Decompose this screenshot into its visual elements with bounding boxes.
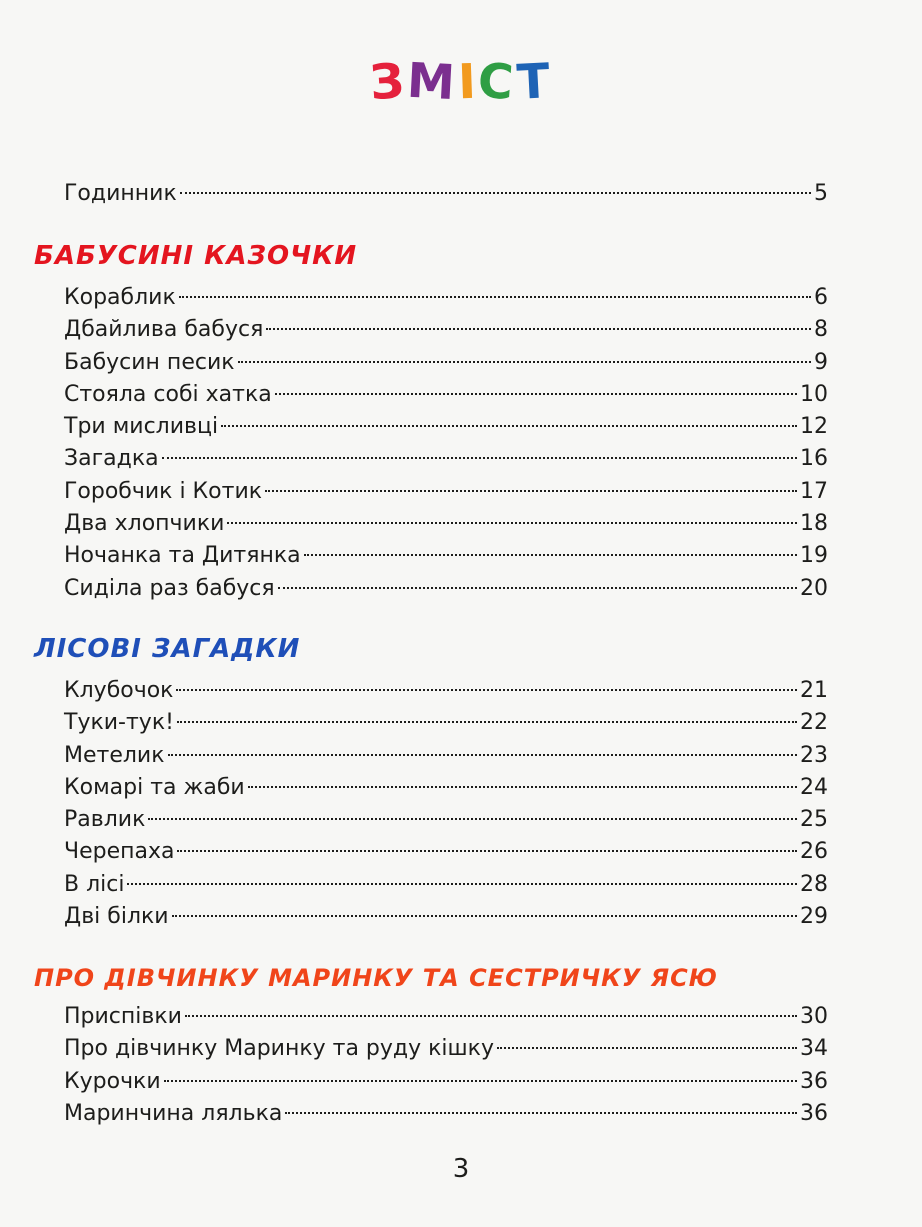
toc-entry-title: Сиділа раз бабуся [64, 575, 275, 601]
toc-entry-page: 17 [800, 478, 828, 504]
toc-entry-page: 23 [800, 742, 828, 768]
toc-entry-title: Годинник [64, 181, 177, 206]
dot-leader [265, 490, 797, 492]
section-heading-babusyni-kazochky: БАБУСИНІ КАЗОЧКИ [34, 241, 358, 271]
toc-entry[interactable] [64, 707, 828, 739]
dot-leader [278, 587, 797, 589]
title-letter: С [476, 52, 519, 112]
toc-entry[interactable] [64, 740, 828, 772]
toc-entry-title: Равлик [64, 807, 146, 833]
dot-leader [177, 721, 797, 723]
toc-entry[interactable] [64, 314, 828, 346]
toc-entry-title: Три мисливці [64, 414, 219, 440]
toc-entry-title: Загадка [64, 446, 159, 472]
toc-entry-page: 22 [800, 710, 828, 736]
toc-entry-title: Дбайлива бабуся [64, 317, 264, 343]
toc-entry-page: 21 [800, 678, 828, 703]
toc-entry[interactable] [64, 1066, 828, 1098]
toc-entry-title: Горобчик і Котик [64, 478, 263, 504]
toc-entry[interactable] [64, 1033, 828, 1065]
toc-entry[interactable] [64, 476, 828, 508]
dot-leader [227, 522, 797, 524]
toc-entry-title: Метелик [64, 742, 165, 768]
dot-leader [238, 361, 811, 363]
dot-leader [185, 1015, 797, 1017]
toc-entry[interactable] [64, 772, 828, 804]
toc-entry-title: Про дівчинку Маринку та руду кішку [64, 1036, 494, 1062]
dot-leader [162, 457, 797, 459]
toc-entry-title: Стояла собі хатка [64, 381, 272, 407]
toc-entry[interactable] [64, 573, 828, 605]
toc-entry-title: Курочки [64, 1068, 161, 1094]
toc-intro [64, 178, 828, 210]
dot-leader [497, 1047, 797, 1049]
toc-entry[interactable] [64, 411, 828, 443]
dot-leader [172, 915, 797, 917]
title-letter: З [367, 52, 409, 112]
toc-entry-title: Туки-тук! [64, 710, 174, 736]
toc-section-3 [64, 1001, 828, 1130]
dot-leader [127, 883, 797, 885]
toc-entry-title: Дві білки [64, 904, 169, 930]
toc-section-2 [64, 675, 828, 933]
title-letter: І [456, 53, 480, 111]
toc-entry-title: В лісі [64, 871, 125, 897]
toc-entry[interactable] [64, 804, 828, 836]
toc-entry-page: 16 [800, 446, 828, 472]
toc-entry[interactable] [64, 508, 828, 540]
toc-entry-page: 25 [800, 807, 828, 833]
toc-entry-title: Бабусин песик [64, 349, 235, 375]
toc-entry-title: Черепаха [64, 839, 175, 865]
toc-entry-page: 24 [800, 774, 828, 800]
section-heading-lisovi-zahadky: ЛІСОВІ ЗАГАДКИ [34, 634, 301, 664]
toc-entry-page: 19 [800, 543, 828, 569]
dot-leader [179, 296, 811, 298]
toc-entry-title: Комарі та жаби [64, 774, 245, 800]
page-number: 3 [452, 1154, 470, 1184]
toc-entry-page: 8 [814, 317, 828, 343]
toc-entry[interactable] [64, 178, 828, 210]
dot-leader [148, 818, 797, 820]
toc-entry-page: 30 [800, 1004, 828, 1029]
toc-entry-page: 28 [800, 871, 828, 897]
dot-leader [304, 554, 797, 556]
toc-entry-page: 6 [814, 285, 828, 310]
toc-entry-page: 26 [800, 839, 828, 865]
dot-leader [164, 1080, 797, 1082]
toc-entry-title: Кораблик [64, 285, 176, 310]
toc-entry[interactable] [64, 869, 828, 901]
toc-entry-title: Маринчина лялька [64, 1100, 283, 1126]
dot-leader [266, 328, 811, 330]
toc-entry-page: 20 [800, 575, 828, 601]
toc-entry-page: 29 [800, 904, 828, 930]
toc-entry-page: 36 [800, 1100, 828, 1126]
toc-entry-page: 12 [800, 414, 828, 440]
toc-entry[interactable] [64, 379, 828, 411]
toc-entry[interactable] [64, 282, 828, 314]
dot-leader [275, 393, 797, 395]
dot-leader [285, 1112, 797, 1114]
toc-section-1 [64, 282, 828, 605]
dot-leader [248, 786, 797, 788]
toc-entry[interactable] [64, 901, 828, 933]
toc-entry-title: Клубочок [64, 678, 174, 703]
dot-leader [168, 754, 797, 756]
toc-entry-page: 36 [800, 1068, 828, 1094]
toc-entry[interactable] [64, 443, 828, 475]
toc-entry-title: Два хлопчики [64, 511, 225, 537]
toc-entry[interactable] [64, 836, 828, 868]
toc-entry[interactable] [64, 1098, 828, 1130]
toc-entry-page: 34 [800, 1036, 828, 1062]
title-letter: М [405, 52, 459, 112]
toc-entry-title: Приспівки [64, 1004, 182, 1029]
page-title [0, 52, 922, 112]
toc-entry-page: 5 [814, 181, 828, 206]
dot-leader [221, 425, 797, 427]
dot-leader [177, 850, 797, 852]
toc-entry[interactable] [64, 540, 828, 572]
section-heading-pro-divchynku-marynku: ПРО ДІВЧИНКУ МАРИНКУ ТА СЕСТРИЧКУ ЯСЮ [34, 964, 718, 992]
dot-leader [180, 192, 811, 194]
toc-entry-page: 10 [800, 381, 828, 407]
dot-leader [176, 689, 797, 691]
toc-entry-title: Ночанка та Дитянка [64, 543, 301, 569]
toc-entry-page: 9 [814, 349, 828, 375]
toc-entry[interactable] [64, 347, 828, 379]
title-letter: Т [515, 53, 554, 111]
toc-entry[interactable] [64, 1001, 828, 1033]
toc-entry[interactable] [64, 675, 828, 707]
toc-entry-page: 18 [800, 511, 828, 537]
